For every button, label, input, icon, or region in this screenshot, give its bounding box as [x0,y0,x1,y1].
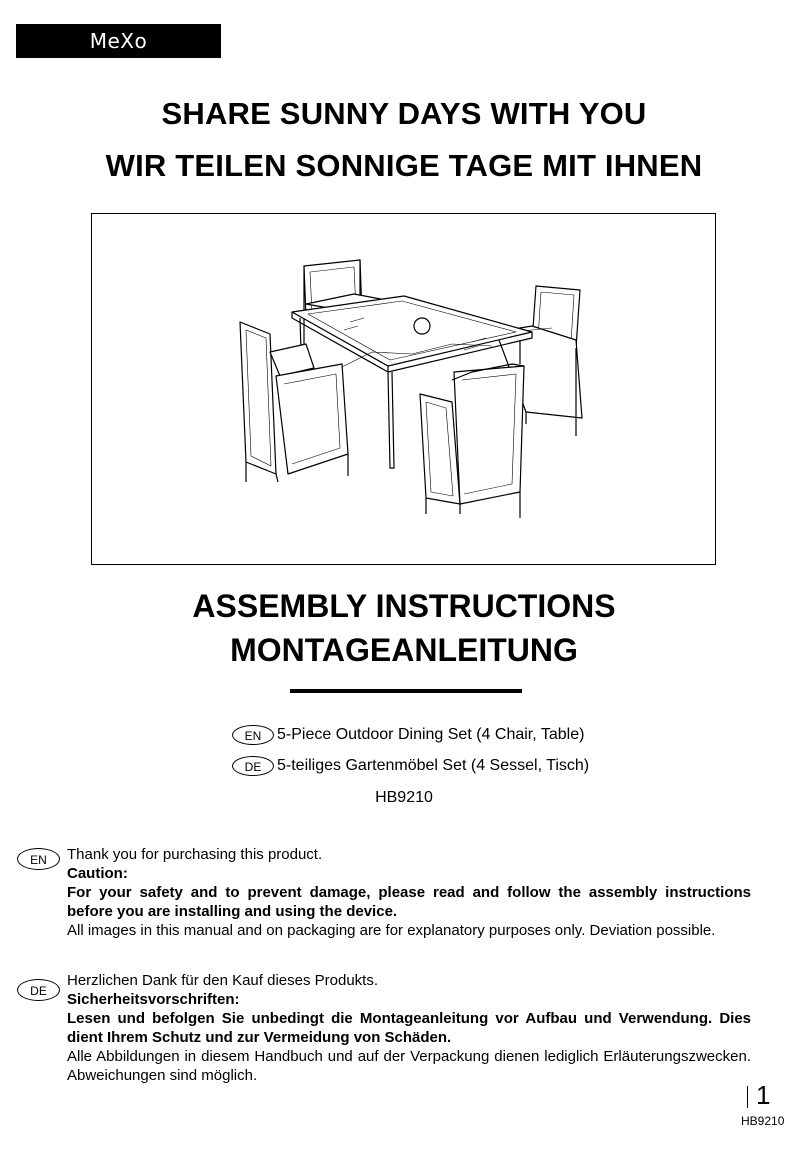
dining-set-drawing [92,214,717,566]
chair-front-left [240,322,348,482]
notes-en [67,845,751,940]
headline-de: WIR TEILEN SONNIGE TAGE MIT IHNEN [105,148,703,183]
page-number: 1 [756,1080,771,1110]
notes-lang-badge-en: EN [17,848,60,870]
title-en: ASSEMBLY INSTRUCTIONS [192,588,616,624]
brand-logo: MeXo [16,24,221,58]
page-number-divider [747,1086,748,1108]
thanks-text-de: Herzlichen Dank für den Kauf dieses Produkts. [67,972,378,989]
product-line-en [232,724,584,746]
caution-text-de: Lesen und befolgen Sie unbedingt die Montageanleitung vor Aufbau und Verwendung. Dies dient Ihrem Schutz und zur Vermeidung von Schäden. [67,1010,751,1046]
product-name-de: 5-teiliges Gartenmöbel Set (4 Sessel, Tisch) [277,757,590,774]
product-name-en: 5-Piece Outdoor Dining Set (4 Chair, Table) [277,726,585,743]
headline-en: SHARE SUNNY DAYS WITH YOU [161,96,647,131]
model-number: HB9210 [375,789,433,806]
disclaimer-de: Alle Abbildungen in diesem Handbuch und auf der Verpackung dienen lediglich Erläuterungszwecken. Abweichungen sind möglich. [67,1048,751,1084]
title-underline [290,689,522,693]
notes-lang-badge-de: DE [17,979,60,1001]
disclaimer-en: All images in this manual and on packaging are for explanatory purposes only. Deviation possible. [67,922,716,939]
caution-heading-de: Sicherheitsvorschriften: [67,991,240,1008]
title-de: MONTAGEANLEITUNG [230,632,578,668]
thanks-text-en: Thank you for purchasing this product. [67,846,323,863]
caution-text-en: For your safety and to prevent damage, please read and follow the assembly instructions before you are installing and using the device. [67,884,751,920]
lang-badge-en: EN [232,725,274,745]
chair-front-right [420,364,524,518]
product-illustration-frame [91,213,716,565]
product-line-de [232,755,589,777]
footer-model-code: HB9210 [741,1114,785,1128]
lang-badge-de: DE [232,756,274,776]
notes-de [67,971,751,1085]
caution-heading-en: Caution: [67,865,128,882]
